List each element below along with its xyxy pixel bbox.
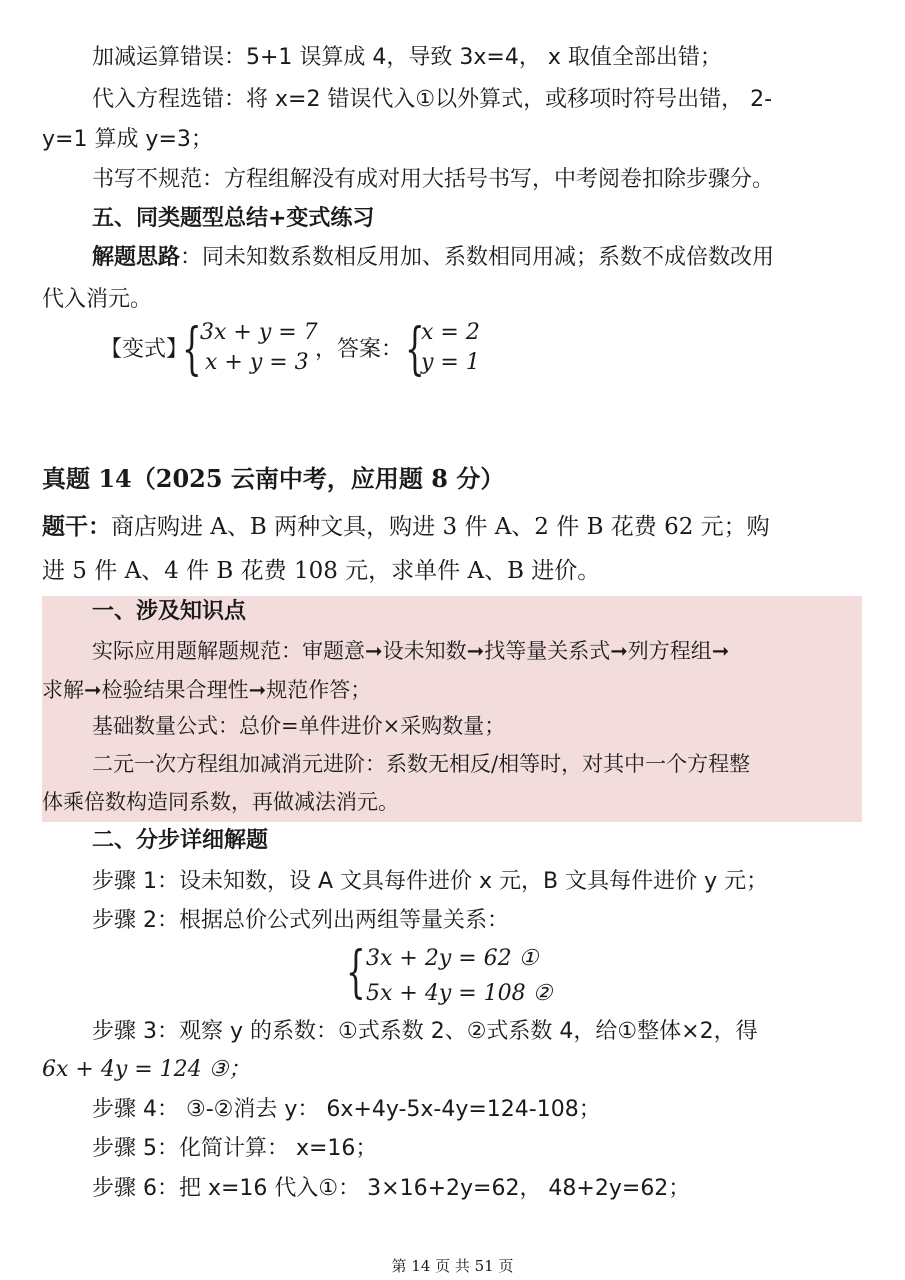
solving-idea-label: 解题思路 [92,245,181,270]
step-4: 步骤 4： ③-②消去 y： 6x+4y-5x-4y=124-108； [92,1097,601,1122]
system-brace: { [346,940,366,1005]
step-6: 步骤 6：把 x=16 代入①： 3×16+2y=62， 48+2y=62； [92,1176,691,1201]
knowledge-procedure-cont: 求解➞检验结果合理性➞规范作答； [42,678,372,702]
step-3: 步骤 3：观察 y 的系数：①式系数 2、②式系数 4，给①整体×2，得 [92,1019,758,1044]
variant-brace: { [182,317,202,382]
error-note-arithmetic: 加减运算错误：5+1 误算成 4，导致 3x=4， x 取值全部出错； [92,45,722,70]
error-note-substitution: 代入方程选错：将 x=2 错误代入①以外算式，或移项时符号出错， 2- [92,87,773,112]
system-equation-1: 3x + 2y = 62 ① [366,946,539,971]
problem-title: 真题 14（2025 云南中考，应用题 8 分） [42,464,505,493]
problem-stem-label: 题干： [42,513,111,540]
knowledge-procedure: 实际应用题解题规范：审题意➞设未知数➞找等量关系式➞列方程组➞ [92,639,730,663]
section-heading-summary: 五、同类题型总结+变式练习 [92,206,375,231]
knowledge-highlight-box [42,596,862,822]
answer-equation-2: y = 1 [421,350,480,375]
step-1: 步骤 1：设未知数，设 A 文具每件进价 x 元，B 文具每件进价 y 元； [92,869,769,894]
knowledge-elimination-cont: 体乘倍数构造同系数，再做减法消元。 [42,790,399,814]
variant-equation-1: 3x + y = 7 [200,320,318,345]
solving-idea [92,247,774,269]
variant-label: 【变式】 [100,337,189,362]
answer-equation-1: x = 2 [421,320,480,345]
solving-idea-text: ：同未知数系数相反用加、系数相同用减；系数不成倍数改用 [180,245,775,270]
problem-stem-text: 商店购进 A、B 两种文具，购进 3 件 A、2 件 B 花费 62 元；购 [111,514,770,540]
error-note-substitution-cont: y=1 算成 y=3； [42,127,213,152]
step-3-cont: 6x + 4y = 124 ③； [42,1057,251,1082]
answer-label: ，答案： [315,337,404,362]
solving-idea-cont: 代入消元。 [42,287,153,312]
problem-stem [42,515,770,539]
page-number: 第 14 页 共 51 页 [391,1257,514,1275]
answer-brace: { [405,317,425,382]
section-heading-solution: 二、分步详细解题 [92,828,269,853]
step-2: 步骤 2：根据总价公式列出两组等量关系： [92,908,509,933]
step-5: 步骤 5：化简计算： x=16； [92,1136,378,1161]
system-equation-2: 5x + 4y = 108 ② [366,981,553,1006]
variant-equation-2: x + y = 3 [205,350,309,375]
knowledge-elimination: 二元一次方程组加减消元进阶：系数无相反/相等时，对其中一个方程整 [92,752,751,776]
section-heading-knowledge: 一、涉及知识点 [92,599,247,624]
knowledge-formula: 基础数量公式：总价=单件进价×采购数量； [92,714,506,738]
problem-stem-cont: 进 5 件 A、4 件 B 花费 108 元，求单件 A、B 进价。 [42,558,601,584]
error-note-writing: 书写不规范：方程组解没有成对用大括号书写，中考阅卷扣除步骤分。 [92,167,775,192]
